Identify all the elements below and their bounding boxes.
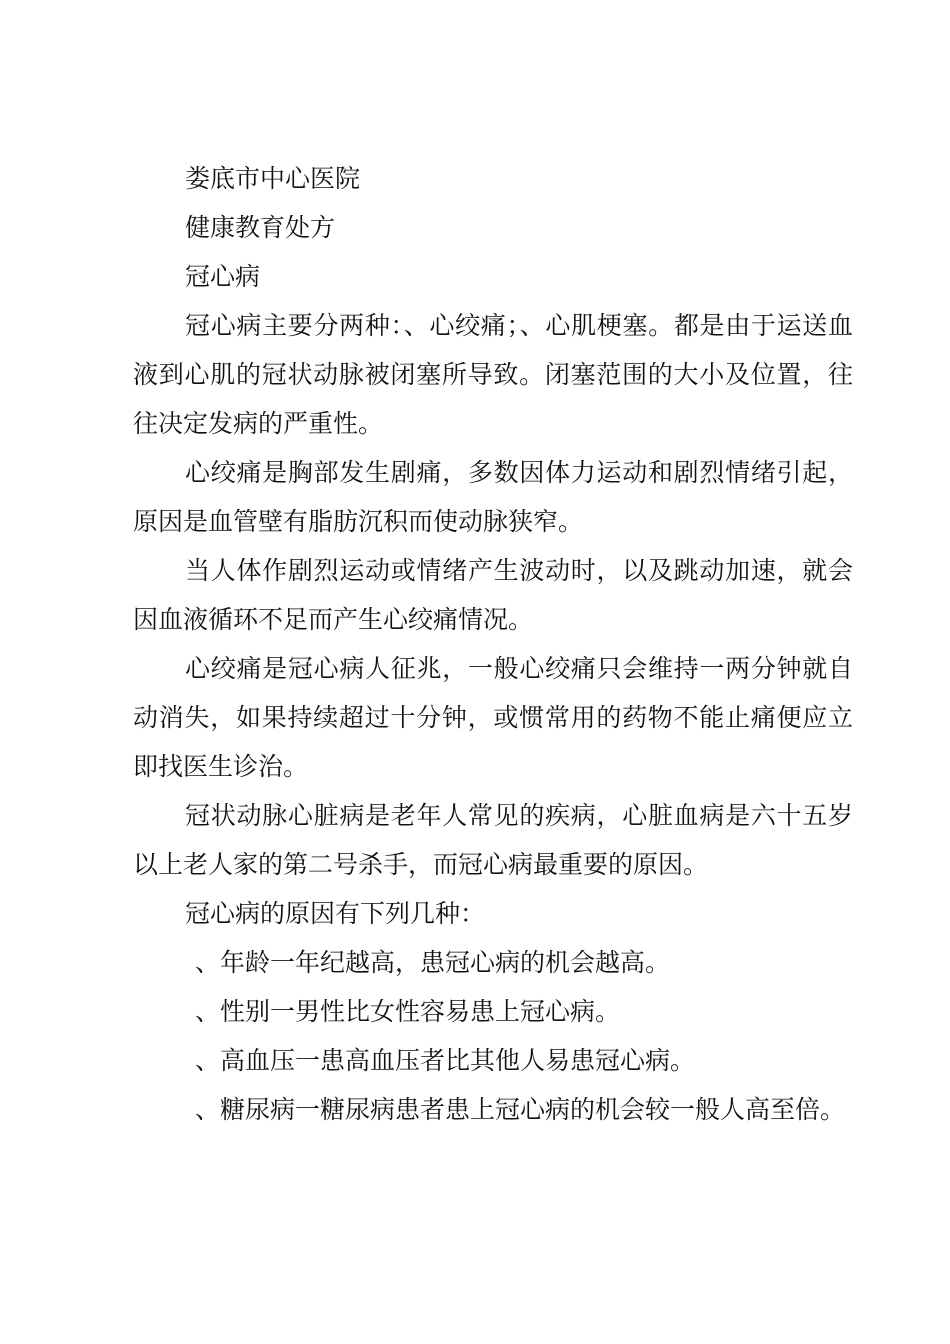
cause-age: 、年龄一年纪越高，患冠心病的机会越高。 xyxy=(195,948,671,977)
cause-hypertension: 、高血压一患高血压者比其他人易患冠心病。 xyxy=(195,1046,696,1075)
document-topic: 冠心病 xyxy=(185,262,261,291)
cause-gender: 、性别一男性比女性容易患上冠心病。 xyxy=(195,997,621,1026)
cause-diabetes: 、糖尿病一糖尿病患者患上冠心病的机会较一般人高至倍。 xyxy=(195,1095,846,1124)
document-body xyxy=(133,154,853,1134)
paragraph-causes-intro: 冠心病的原因有下列几种： xyxy=(185,899,486,928)
paragraph-types: 冠心病主要分两种：、心绞痛；、心肌梗塞。都是由于运送血液到心肌的冠状动脉被闭塞所导致。闭塞范围的大小及位置，往往决定发病的严重性。 xyxy=(133,311,853,438)
document-type: 健康教育处方 xyxy=(185,213,336,242)
paragraph-warning: 心绞痛是冠心病人征兆，一般心绞痛只会维持一两分钟就自动消失，如果持续超过十分钟，或惯常用的药物不能止痛便应立即找医生诊治。 xyxy=(133,654,853,781)
paragraph-angina: 心绞痛是胸部发生剧痛，多数因体力运动和剧烈情绪引起，原因是血管壁有脂肪沉积而使动脉狭窄。 xyxy=(133,458,853,536)
hospital-name: 娄底市中心医院 xyxy=(185,164,361,193)
paragraph-triggers: 当人体作剧烈运动或情绪产生波动时，以及跳动加速，就会因血液循环不足而产生心绞痛情况。 xyxy=(133,556,853,634)
paragraph-elderly: 冠状动脉心脏病是老年人常见的疾病，心脏血病是六十五岁以上老人家的第二号杀手，而冠心病最重要的原因。 xyxy=(133,801,853,879)
